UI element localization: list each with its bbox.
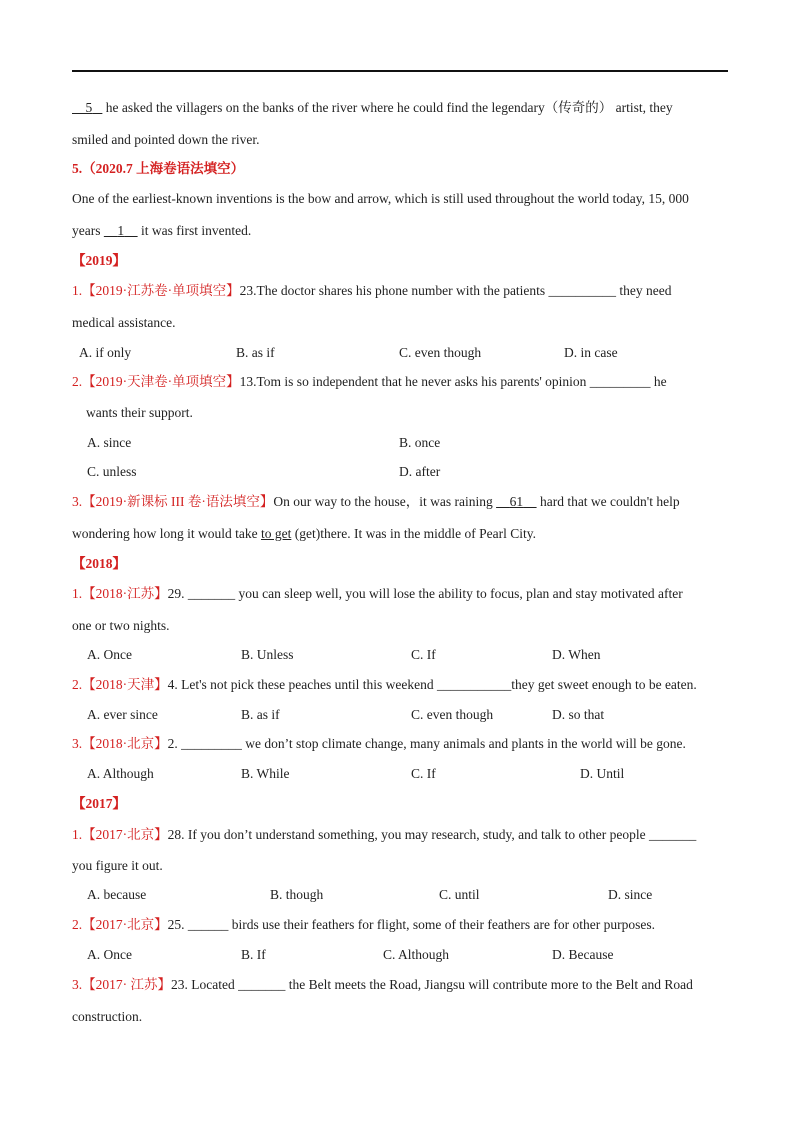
option-b: B. If [241, 947, 266, 962]
source-tag: 【2019·天津卷·单项填空】 [82, 374, 240, 389]
q2018-1-cont: one or two nights. [72, 618, 170, 633]
option-a: A. since [87, 435, 132, 450]
source-tag: 【2017·北京】 [82, 827, 168, 842]
option-c: C. unless [87, 464, 137, 479]
option-a: A. Once [87, 647, 132, 662]
option-c: C. even though [411, 707, 494, 722]
q2017-3: 3.【2017· 江苏】23. Located _______ the Belt meets the Road, Jiangsu will contribute more to the Belt and Road [72, 977, 693, 992]
q2018-2: 2.【2018·天津】4. Let's not pick these peaches until this weekend ___________they get sweet enough to be eaten. [72, 677, 697, 692]
option-b: B. Unless [241, 647, 294, 662]
option-a: A. Although [87, 766, 154, 781]
q2019-2: 2.【2019·天津卷·单项填空】13.Tom is so independent that he never asks his parents' opinion _________ he [72, 374, 667, 389]
q2019-1-cont: medical assistance. [72, 315, 176, 330]
option-c: C. If [411, 647, 436, 662]
q2019-3-cont: wondering how long it would take to get (get)there. It was in the middle of Pearl City. [72, 526, 537, 541]
option-d: D. in case [564, 345, 618, 360]
q2018-3: 3.【2018·北京】2. _________ we don’t stop climate change, many animals and plants in the world will be gone. [72, 736, 686, 751]
q2017-1-cont: you figure it out. [72, 858, 163, 873]
option-d: D. Because [552, 947, 614, 962]
intro-text: he asked the villagers on the banks of the river where he could find the legendary（传奇的） artist, they [102, 100, 673, 115]
year-label-2019: 【2019】 [72, 253, 126, 268]
question-5-header: 5.（2020.7 上海卷语法填空） [72, 161, 245, 176]
option-a: A. ever since [87, 707, 158, 722]
answer-blank: 5 [85, 100, 93, 115]
option-d: D. Until [580, 766, 625, 781]
option-b: B. as if [236, 345, 275, 360]
top-rule [72, 70, 728, 72]
option-a: A. Once [87, 947, 132, 962]
q2019-2-cont: wants their support. [86, 405, 193, 420]
q2017-2: 2.【2017·北京】25. ______ birds use their feathers for flight, some of their feathers are for other purposes. [72, 917, 655, 932]
option-c: C. Although [383, 947, 450, 962]
answer-blank: 61 [509, 494, 524, 509]
source-tag: 【2019·江苏卷·单项填空】 [82, 283, 240, 298]
option-d: D. so that [552, 707, 605, 722]
source-tag: 【2017· 江苏】 [82, 977, 171, 992]
option-c: C. even though [399, 345, 482, 360]
q2017-1: 1.【2017·北京】28. If you don’t understand something, you may research, study, and talk to other people _______ [72, 827, 697, 842]
option-b: B. as if [241, 707, 280, 722]
source-tag: 【2018·天津】 [82, 677, 168, 692]
year-label-2017: 【2017】 [72, 796, 126, 811]
source-tag: 【2019·新课标 III 卷·语法填空】 [82, 494, 274, 509]
answer-underlined: to get [260, 526, 292, 541]
question-5-line-2: years 1 it was first invented. [72, 223, 252, 238]
option-c: C. If [411, 766, 436, 781]
option-d: D. since [608, 887, 653, 902]
q2017-3-cont: construction. [72, 1009, 143, 1024]
answer-blank: 1 [117, 223, 125, 238]
year-label-2018: 【2018】 [72, 556, 126, 571]
q2018-1: 1.【2018·江苏】29. _______ you can sleep well, you will lose the ability to focus, plan and stay motivated after [72, 586, 683, 601]
intro-line-2: smiled and pointed down the river. [72, 132, 260, 147]
option-b: B. though [270, 887, 324, 902]
q2019-3: 3.【2019·新课标 III 卷·语法填空】On our way to the house，it was raining 61 hard that we couldn't help [72, 494, 680, 509]
intro-line-1 [72, 99, 673, 117]
option-a: A. if only [79, 345, 132, 360]
option-b: B. once [399, 435, 441, 450]
option-d: D. after [399, 464, 441, 479]
question-5-line-1: One of the earliest-known inventions is the bow and arrow, which is still used throughout the world today, 15, 000 [72, 191, 689, 206]
option-d: D. When [552, 647, 601, 662]
source-tag: 【2018·北京】 [82, 736, 168, 751]
q2019-1: 1.【2019·江苏卷·单项填空】23.The doctor shares his phone number with the patients __________ they need [72, 283, 672, 298]
option-c: C. until [439, 887, 480, 902]
option-a: A. because [87, 887, 147, 902]
source-tag: 【2018·江苏】 [82, 586, 168, 601]
option-b: B. While [241, 766, 290, 781]
source-tag: 【2017·北京】 [82, 917, 168, 932]
